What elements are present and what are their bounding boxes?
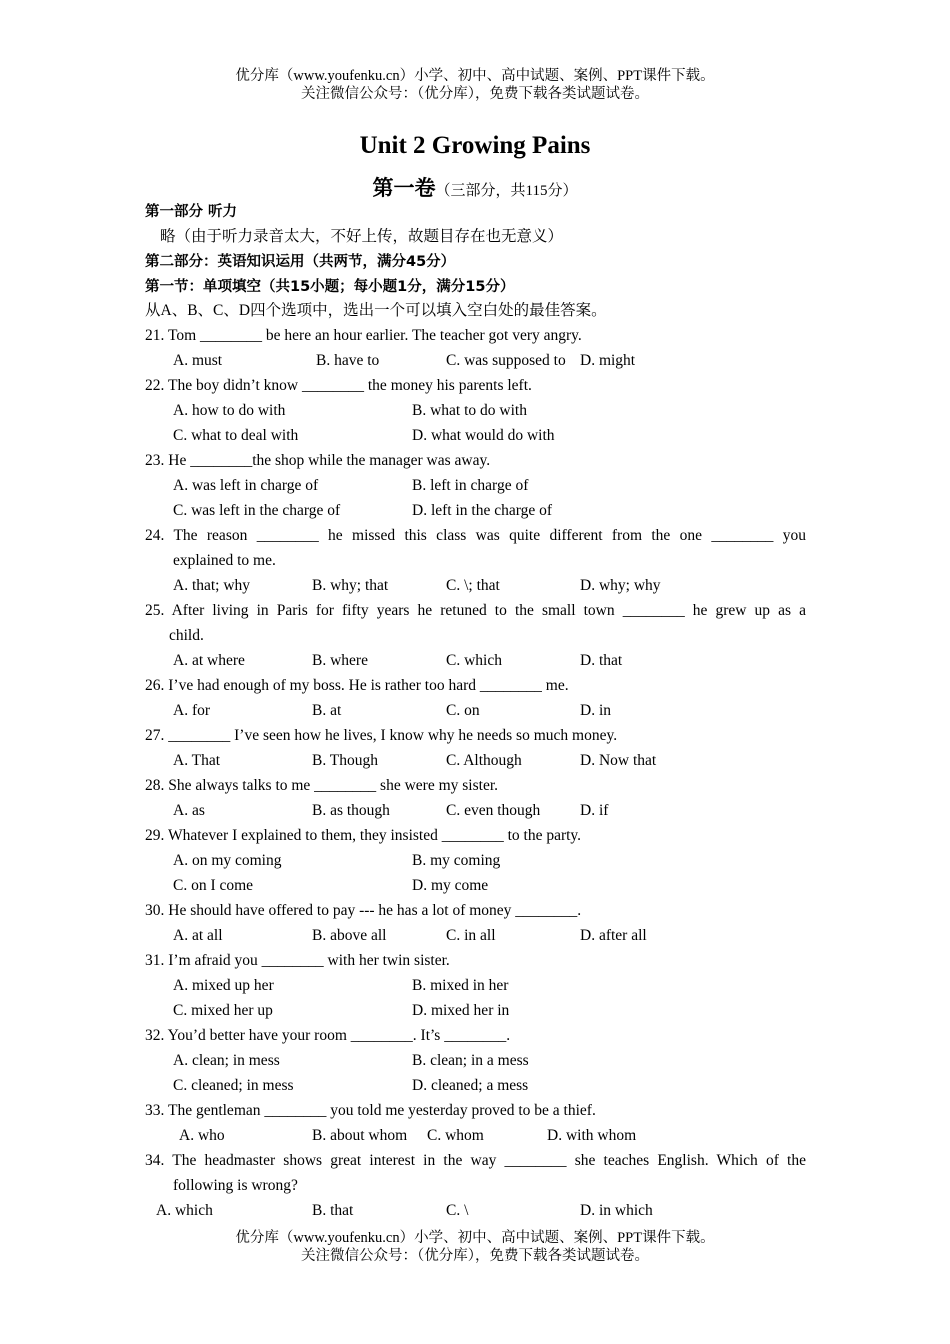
question-26-option-b: B. at [312,702,342,719]
header-line-1: 优分库（www.youfenku.cn）小学、初中、高中试题、案例、PPT课件下载。 [235,68,715,84]
question-21-option-d: D. might [580,352,636,369]
question-28-stem: 28. She always talks to me ________ she were my sister. [145,777,499,794]
question-21-stem: 21. Tom ________ be here an hour earlier. The teacher got very angry. [145,327,582,344]
question-29-option-a: A. on my coming [173,852,282,869]
volume-heading [0,172,950,202]
question-34-stem-line-2: following is wrong? [173,1177,298,1194]
question-28-option-c: C. even though [446,802,541,819]
question-29-option-d: D. my come [412,877,489,894]
question-26-option-a: A. for [173,702,211,719]
question-28-option-a: A. as [173,802,205,819]
question-27-stem: 27. ________ I’ve seen how he lives, I know why he needs so much money. [145,727,618,744]
part1-note: 略（由于听力录音太大，不好上传，故题目存在也无意义） [160,228,564,245]
question-25-option-a: A. at where [173,652,245,669]
footer-line-1: 优分库（www.youfenku.cn）小学、初中、高中试题、案例、PPT课件下载。 [235,1230,715,1246]
question-31-option-c: C. mixed her up [173,1002,273,1019]
question-32-option-a: A. clean; in mess [173,1052,280,1069]
question-22-option-d: D. what would do with [412,427,555,444]
question-22-option-a: A. how to do with [173,402,286,419]
question-22-option-c: C. what to deal with [173,427,299,444]
question-33-option-c: C. whom [427,1127,484,1144]
question-21-option-b: B. have to [316,352,380,369]
question-34-option-a: A. which [156,1202,213,1219]
question-25-option-b: B. where [312,652,368,669]
question-31-option-b: B. mixed in her [412,977,509,994]
question-27-option-a: A. That [173,752,221,769]
question-32-option-c: C. cleaned; in mess [173,1077,294,1094]
question-23-option-b: B. left in charge of [412,477,529,494]
question-31-stem: 31. I’m afraid you ________ with her twin sister. [145,952,450,969]
question-32-option-b: B. clean; in a mess [412,1052,529,1069]
question-33-option-b: B. about whom [312,1127,408,1144]
section1-instruction: 从A、B、C、D四个选项中，选出一个可以填入空白处的最佳答案。 [145,302,607,319]
question-32-stem: 32. You’d better have your room ________. It’s ________. [145,1027,511,1044]
part2-heading: 第二部分：英语知识运用（共两节，满分45分） [145,254,456,270]
question-24-stem-line-2: explained to me. [173,552,276,569]
question-21-option-c: C. was supposed to [446,352,566,369]
header-line-2: 关注微信公众号：（优分库），免费下载各类试题试卷。 [301,86,649,102]
question-24-stem-line-1: 24. The reason ________ he missed this class was quite different from the one ________ you [145,527,806,544]
question-26-stem: 26. I’ve had enough of my boss. He is rather too hard ________ me. [145,677,569,694]
volume-note: （三部分，共115分） [435,183,578,199]
question-31-option-d: D. mixed her in [412,1002,510,1019]
question-23-option-a: A. was left in charge of [173,477,319,494]
question-29-stem: 29. Whatever I explained to them, they insisted ________ to the party. [145,827,582,844]
question-30-option-b: B. above all [312,927,387,944]
question-33-stem: 33. The gentleman ________ you told me yesterday proved to be a thief. [145,1102,596,1119]
question-34-stem-line-1: 34. The headmaster shows great interest in the way ________ she teaches English. Which of the [145,1152,806,1169]
question-30-option-c: C. in all [446,927,496,944]
question-25-option-d: D. that [580,652,623,669]
question-33-option-a: A. who [179,1127,225,1144]
question-32-option-d: D. cleaned; a mess [412,1077,529,1094]
question-27-option-d: D. Now that [580,752,657,769]
question-24-option-a: A. that; why [173,577,251,594]
question-28-option-b: B. as though [312,802,390,819]
question-29-option-c: C. on I come [173,877,254,894]
page-header [0,67,950,103]
question-28-option-d: D. if [580,802,609,819]
question-27-option-c: C. Although [446,752,522,769]
question-34-option-b: B. that [312,1202,354,1219]
question-34-option-d: D. in which [580,1202,653,1219]
question-23-stem: 23. He ________the shop while the manager was away. [145,452,491,469]
question-30-option-a: A. at all [173,927,223,944]
question-34-option-c: C. \ [446,1202,469,1219]
question-22-stem: 22. The boy didn’t know ________ the money his parents left. [145,377,532,394]
question-24-option-c: C. \; that [446,577,500,594]
question-26-option-d: D. in [580,702,611,719]
page-footer [0,1229,950,1265]
question-26-option-c: C. on [446,702,480,719]
question-25-stem-line-1: 25. After living in Paris for fifty years he retuned to the small town ________ he grew up as a [145,602,806,619]
question-25-stem-line-2: child. [169,627,204,644]
page-title: Unit 2 Growing Pains [359,132,591,159]
question-24-option-b: B. why; that [312,577,389,594]
question-30-option-d: D. after all [580,927,647,944]
question-27-option-b: B. Though [312,752,379,769]
question-33-option-d: D. with whom [547,1127,637,1144]
part1-heading: 第一部分 听力 [145,204,238,220]
question-24-option-d: D. why; why [580,577,661,594]
question-23-option-d: D. left in the charge of [412,502,553,519]
question-21-option-a: A. must [173,352,223,369]
question-25-option-c: C. which [446,652,502,669]
question-22-option-b: B. what to do with [412,402,527,419]
question-30-stem: 30. He should have offered to pay --- he has a lot of money ________. [145,902,582,919]
question-31-option-a: A. mixed up her [173,977,274,994]
footer-line-2: 关注微信公众号：（优分库），免费下载各类试题试卷。 [301,1248,649,1264]
section1-heading: 第一节：单项填空（共15小题；每小题1分，满分15分） [145,279,515,295]
question-23-option-c: C. was left in the charge of [173,502,341,519]
volume-main: 第一卷 [372,176,436,200]
question-29-option-b: B. my coming [412,852,501,869]
